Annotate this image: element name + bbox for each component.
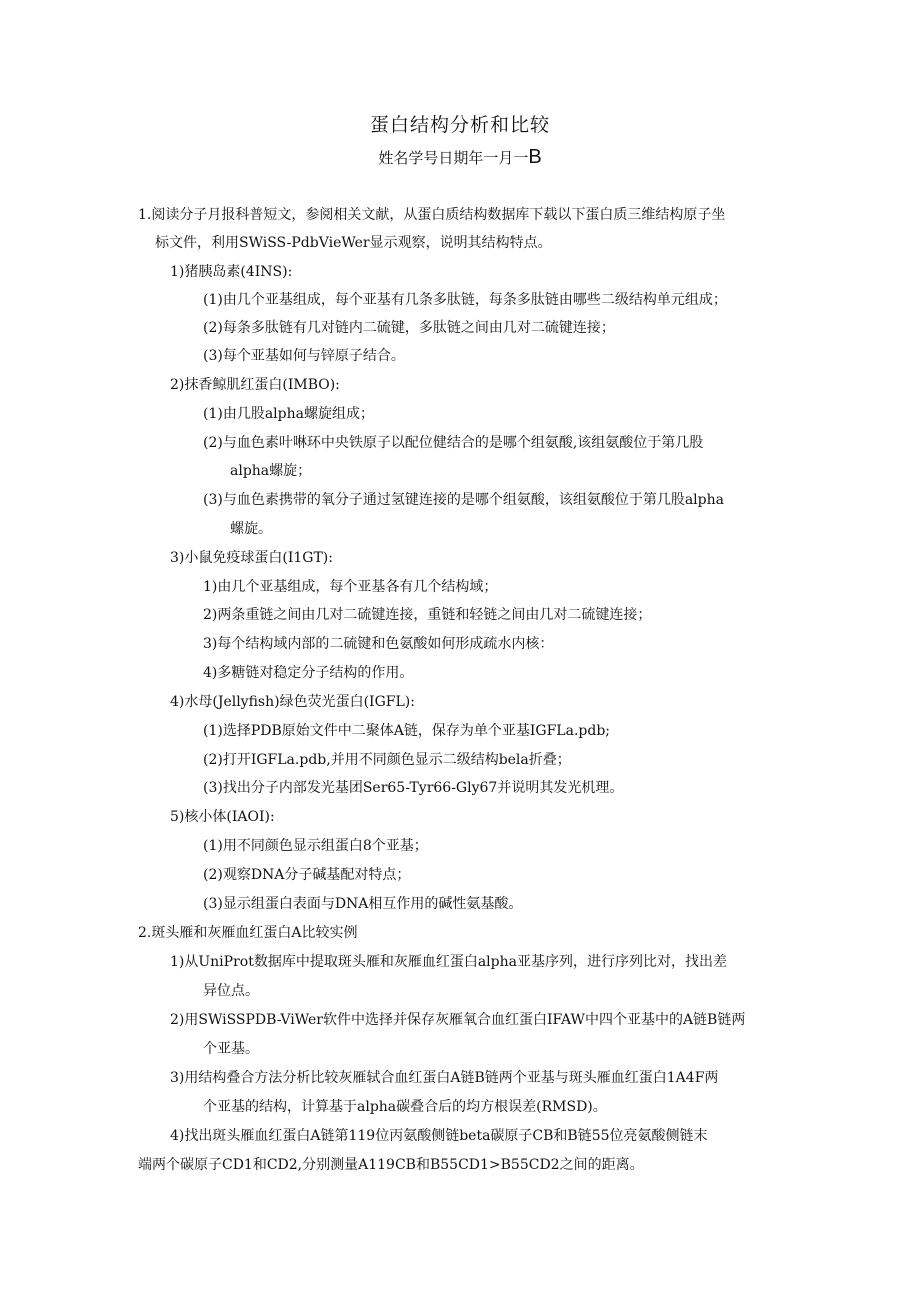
q2-line-3: 3)用结构叠合方法分析比较灰雁轼合血红蛋白A链B链两个亚基与斑头雁血红蛋白1A4F两 [170,1070,719,1086]
q2-line-2: 2)用SWiSSPDB-ViWer软件中选择并保存灰雁氧合血红蛋白IFAW中四个亚基中的A链B链两 [170,1012,746,1028]
q2-line-4: 4)找出斑头雁血红蛋白A链第119位丙氨酸侧链beta碳原子CB和B链55位亮氨酸侧链末 [170,1128,708,1144]
item-3-line-4: 4)多糖链对稳定分子结构的作用。 [203,665,414,681]
q1-line-1: 1.阅读分子月报科普短文，参阅相关文献，从蛋白质结构数据库下载以下蛋白质三维结构原子坐 [138,207,726,223]
item-1-line-2: (2)每条多肽链有几对链内二硫键，多肽链之间由几对二硫键连接； [203,320,615,336]
q2-line-2-cont: 个亚基。 [203,1041,259,1057]
item-5-heading: 5)核小体(IAOI): [170,809,275,825]
subtitle-letter: B [528,146,542,168]
item-2-line-3: (3)与血色素携带的氧分子通过氢键连接的是哪个组氨酸，该组氨酸位于第几股alpha [203,492,724,508]
q1-line-2: 标文件，利用SWiSS-PdbVieWer显示观察，说明其结构特点。 [155,235,552,251]
item-1-line-3: (3)每个亚基如何与锌原子结合。 [203,348,405,364]
item-1-heading: 1)猪胰岛素(4INS): [170,264,293,280]
document-title: 蛋白结构分析和比较 [369,114,550,136]
item-4-heading: 4)水母(Jellyfish)绿色荧光蛋白(IGFL): [170,694,415,710]
item-3-line-3: 3)每个结构域内部的二硫键和色氨酸如何形成疏水内核： [203,636,554,652]
item-5-line-3: (3)显示组蛋白表面与DNA相互作用的碱性氨基酸。 [203,896,523,912]
item-2-line-2-cont: alpha螺旋； [230,463,312,479]
q2-line-1: 1)从UniProt数据库中提取斑头雁和灰雁血红蛋白alpha亚基序列，进行序列比对，找出差 [170,954,727,970]
item-2-line-2: (2)与血色素叶啉环中央铁原子以配位健结合的是哪个组氨酸,该组氨酸位于第几股 [203,435,704,451]
document-subtitle [0,146,920,169]
item-5-line-1: (1)用不同颜色显示组蛋白8个亚基； [203,838,428,854]
item-1-line-1: (1)由几个亚基组成，每个亚基有几条多肽链，每条多肽链由哪些二级结构单元组成； [203,292,727,308]
item-2-heading: 2)抹香鲸肌红蛋白(IMBO): [170,377,340,393]
item-4-line-3: (3)找出分子内部发光基团Ser65-Tyr66-Gly67并说明其发光机理。 [203,780,624,796]
q2-heading: 2.斑头雁和灰雁血红蛋白A比较实例 [138,925,358,941]
item-5-line-2: (2)观察DNA分子碱基配对特点； [203,867,411,883]
item-2-line-3-cont: 螺旋。 [230,521,272,537]
subtitle-text: 姓名学号日期年一月一 [378,149,529,167]
item-3-line-2: 2)两条重链之间由几对二硫键连接，重链和轻链之间由几对二硫键连接； [203,607,652,623]
item-4-line-2: (2)打开IGFLa.pdb,并用不同颜色显示二级结构bela折叠； [203,752,571,768]
q2-line-1-cont: 异位点。 [203,983,259,999]
q2-line-3-cont: 个亚基的结构，计算基于alpha碳叠合后的均方根误差(RMSD)。 [203,1099,607,1115]
item-3-line-1: 1)由几个亚基组成，每个亚基各有几个结构域； [203,579,498,595]
item-3-heading: 3)小鼠免疫球蛋白(I1GT): [170,550,333,566]
item-4-line-1: (1)选择PDB原始文件中二聚体A链，保存为单个亚基IGFLa.pdb; [203,723,610,739]
item-2-line-1: (1)由几股alpha螺旋组成； [203,406,374,422]
q2-line-4-cont: 端两个碳原子CD1和CD2,分别测量A119CB和B55CD1>B55CD2之间的距离。 [138,1157,644,1173]
